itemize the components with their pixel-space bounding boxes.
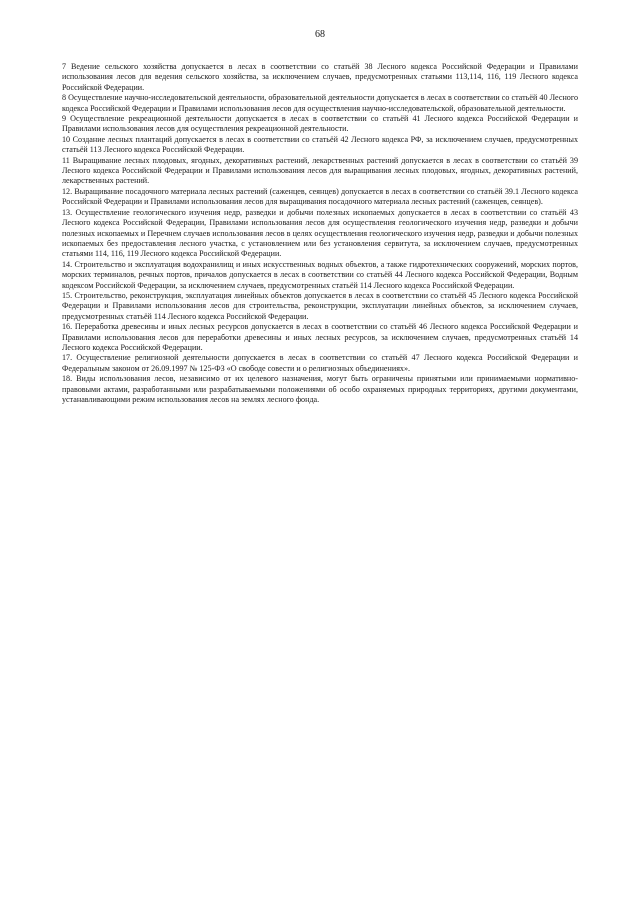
paragraph-18: 18. Виды использования лесов, независимо от их целевого назначения, могут быть ограничены принятыми или принимаемыми нормативно-правовыми актами, разработанными или разрабатываемыми положениями об особо охраняемых природных территориях, другими документами, устанавливающими режим использования лесов на землях лесного фонда. [62, 374, 578, 404]
page-number: 68 [315, 29, 325, 40]
paragraph-7: 7 Ведение сельского хозяйства допускается в лесах в соответствии со статьёй 38 Лесного кодекса Российской Федерации и Правилами использования лесов для ведения сельского хозяйства, за исключением случаев, предусмотренных статьями 113,114, 116, 119 Лесного кодекса Российской Федерации. [62, 62, 578, 92]
paragraph-12: 12. Выращивание посадочного материала лесных растений (саженцев, сеянцев) допускается в лесах в соответствии со статьёй 39.1 Лесного кодекса Российской Федерации и Правилами использования лесов для выращивания посадочного материала лесных растений (саженцев, сеянцев). [62, 186, 578, 207]
paragraph-9: 9 Осуществление рекреационной деятельности допускается в лесах в соответствии со статьёй 41 Лесного кодекса Российской Федерации и Правилами использования лесов для осуществления рекреационной деятельности. [62, 114, 578, 134]
paragraph-11: 11 Выращивание лесных плодовых, ягодных, декоративных растений, лекарственных растений допускается в лесах в соответствии со статьёй 39 Лесного кодекса Российской Федерации и Правилами использования лесов для выращивания лесных плодовых, ягодных, декоративных растений, лекарственных растений. [62, 155, 578, 186]
paragraph-13: 13. Осуществление геологического изучения недр, разведки и добычи полезных ископаемых допускается в лесах в соответствии со статьёй 43 Лесного кодекса Российской Федерации, Правилами использования лесов для осуществления геологического изучения недр, разведки и добычи полезных ископаемых и Перечнем случаев использования лесов в целях осуществления геологического изучения недр, разведки и добычи полезных ископаемых без предоставления лесного участка, с установлением или без установления сервитута, за исключением случаев, предусмотренных статьями 114, 116, 119 Лесного кодекса Российской Федерации. [62, 207, 578, 259]
paragraph-16: 16. Переработка древесины и иных лесных ресурсов допускается в лесах в соответствии со статьёй 46 Лесного кодекса Российской Федерации и Правилами использования лесов для переработки древесины и иных лесных ресурсов, за исключением случаев, предусмотренных статьёй 14 Лесного кодекса Российской Федерации. [62, 322, 578, 352]
paragraph-15: 15. Строительство, реконструкция, эксплуатация линейных объектов допускается в лесах в соответствии со статьёй 45 Лесного кодекса Российской Федерации и Правилами использования лесов для строительства, реконструкции, эксплуатации линейных объектов, за исключением случаев, предусмотренных статьёй 114 Лесного кодекса Российской Федерации. [62, 290, 578, 321]
document-body [62, 62, 578, 405]
paragraph-17: 17. Осуществление религиозной деятельности допускается в лесах в соответствии со статьёй 47 Лесного кодекса Российской Федерации и Федеральным законом от 26.09.1997 № 125-ФЗ «О свободе совести и о религиозных объединениях». [62, 353, 578, 373]
paragraph-14: 14. Строительство и эксплуатация водохранилищ и иных искусственных водных объектов, а также гидротехнических сооружений, морских портов, морских терминалов, речных портов, причалов допускается в лесах в соответствии со статьёй 44 Лесного кодекса Российской Федерации, Водным кодексом Российской Федерации, за исключением случаев, предусмотренных статьёй 114 Лесного кодекса Российской Федерации. [62, 259, 578, 290]
paragraph-8: 8 Осуществление научно-исследовательской деятельности, образовательной деятельности допускается в лесах в соответствии со статьёй 40 Лесного кодекса Российской Федерации и Правилами использования лесов для осуществления научно-исследовательской, образовательной деятельности. [62, 93, 578, 113]
paragraph-10: 10 Создание лесных плантаций допускается в лесах в соответствии со статьёй 42 Лесного кодекса РФ, за исключением случаев, предусмотренных статьёй 113 Лесного кодекса Российской Федерации. [62, 134, 578, 155]
